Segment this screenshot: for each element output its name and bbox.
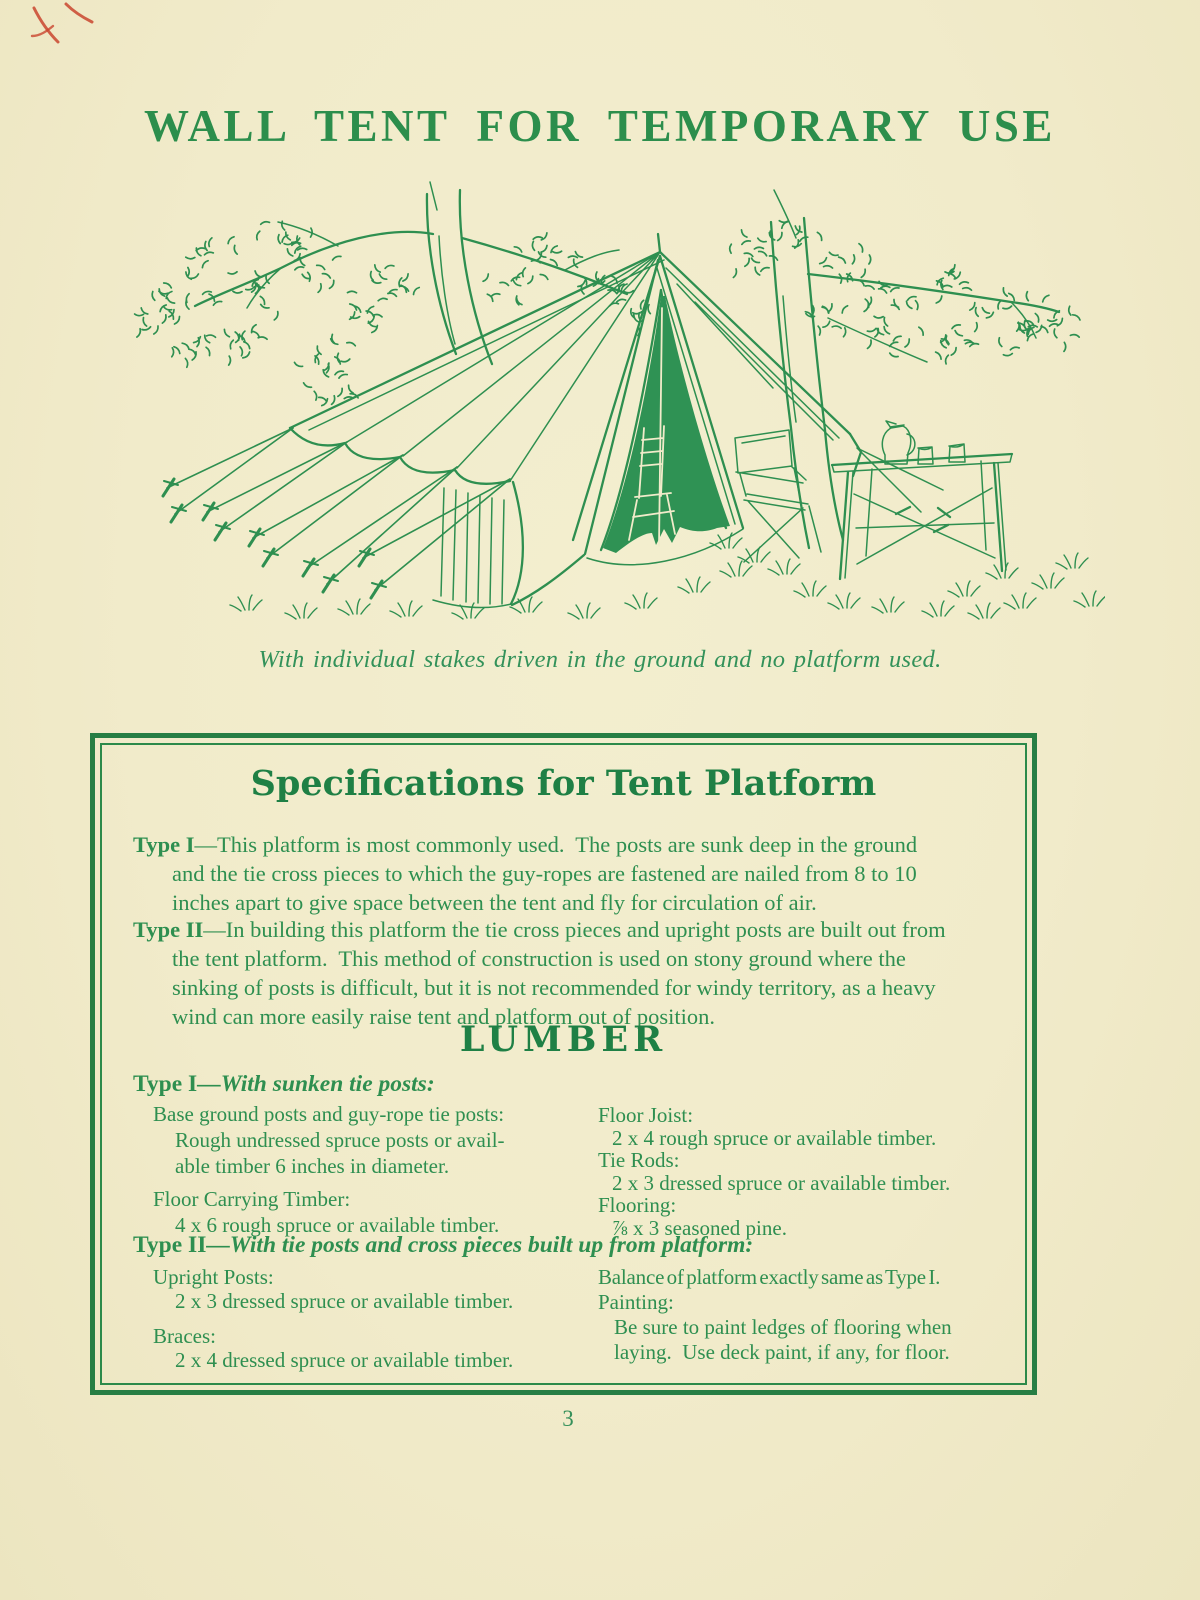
spec-box — [90, 733, 1037, 1395]
cup — [949, 444, 965, 462]
tent-illustration-svg — [95, 176, 1105, 636]
type2-lead: Type II — [133, 917, 204, 942]
lumber-item: Painting: Be sure to paint ledges of flooring when laying. Use deck paint, if any, for floor. — [598, 1290, 952, 1364]
lumber-item: Flooring: ⅞ x 3 seasoned pine. — [598, 1193, 787, 1240]
tent-illustration — [95, 176, 1105, 636]
lumber-type1-left-column — [153, 1101, 573, 1245]
red-pencil-mark — [18, 0, 118, 60]
lumber-type2-header: Type II—With tie posts and cross pieces built up from platform: — [133, 1232, 754, 1258]
cup — [918, 447, 933, 464]
lumber-item: Floor Carrying Timber: 4 x 6 rough spruce or available timber. — [153, 1187, 500, 1237]
lumber-type2-left-column — [153, 1265, 573, 1383]
lumber-type1-right-column — [598, 1104, 1028, 1239]
lumber-item: Floor Joist: 2 x 4 rough spruce or available timber. — [598, 1103, 937, 1150]
page-title: WALL TENT FOR TEMPORARY USE — [144, 101, 1056, 151]
lumber-type2-right-column — [598, 1265, 1028, 1365]
right-tree — [771, 190, 1059, 548]
spec-box-heading: Specifications for Tent Platform — [250, 763, 877, 804]
lumber-heading: LUMBER — [459, 1019, 668, 1060]
camp-table — [832, 454, 1012, 579]
page-number: 3 — [562, 1406, 574, 1431]
pitcher — [882, 421, 915, 464]
illustration-caption: With individual stakes driven in the ground and no platform used. — [258, 646, 942, 673]
lumber-item: Balance of platform exactly same as Type I. — [598, 1265, 941, 1289]
lumber-type1-header: Type I—With sunken tie posts: — [133, 1071, 435, 1097]
type1-lead: Type I — [133, 832, 195, 857]
guy-ropes-and-stakes — [163, 428, 510, 598]
type2-paragraph: Type II—In building this platform the tie cross pieces and upright posts are built out from the tent platform. This method of construction is used on stony ground where the sinking of posts is difficult, but it is not recommended for windy territory, as a heavy wind can more easily raise tent and platform out of position. — [133, 917, 946, 1029]
lumber-item: Braces: 2 x 4 dressed spruce or available timber. — [153, 1324, 514, 1372]
type1-paragraph: Type I—This platform is most commonly used. The posts are sunk deep in the ground and the tie cross pieces to which the guy-ropes are fastened are nailed from 8 to 10 inches apart to give space between the tent and fly for circulation of air. — [133, 832, 918, 915]
lumber-item: Upright Posts: 2 x 3 dressed spruce or available timber. — [153, 1265, 514, 1313]
grass-tufts — [230, 533, 1105, 619]
lumber-item: Base ground posts and guy-rope tie posts: Rough undressed spruce posts or avail- able timber 6 inches in diameter. — [153, 1102, 505, 1178]
tree-foliage — [135, 221, 1080, 406]
lumber-item: Tie Rods: 2 x 3 dressed spruce or available timber. — [598, 1148, 951, 1195]
